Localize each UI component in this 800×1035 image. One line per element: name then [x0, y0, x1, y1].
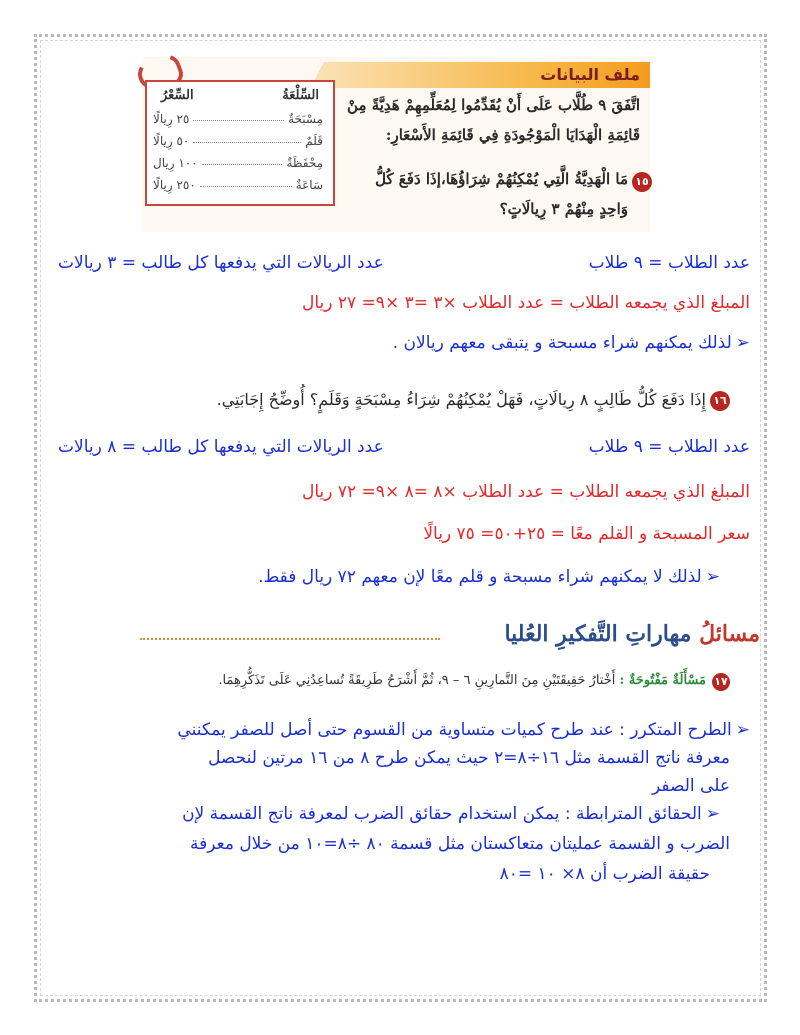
- answer17-p2-line3: حقيقة الضرب أن ٨× ١٠ =٨٠: [499, 864, 710, 884]
- answer16-students: عدد الطلاب = ٩ طلاب: [588, 437, 750, 457]
- question-17: [218, 673, 706, 688]
- answer16-riyals-each: عدد الريالات التي يدفعها كل طالب = ٨ ريالات: [58, 437, 384, 457]
- answer15-conclusion: ➢ لذلك يمكنهم شراء مسبحة و يتبقى معهم ريالان .: [393, 333, 750, 353]
- price-row: مِحْفَظَةٌ ١٠٠ رِيال: [153, 156, 323, 170]
- price-list: [145, 80, 335, 206]
- answer16-total: المبلغ الذي يجمعه الطلاب = عدد الطلاب ×٨ =٨ ×٩= ٧٢ ريال: [301, 482, 750, 502]
- data-file-title: ملف البيانات: [540, 65, 640, 84]
- answer15-total: المبلغ الذي يجمعه الطلاب = عدد الطلاب ×٣ =٣ ×٩= ٢٧ ريال: [301, 293, 750, 313]
- question-17-label: مَسْأَلَةٌ مَفْتُوحَةٌ :: [619, 673, 706, 688]
- data-file-tab: [310, 62, 650, 88]
- price-row: مِسْبَحَةٌ ٢٥ رِيالًا: [153, 112, 323, 126]
- question-17-badge: ١٧: [712, 673, 730, 691]
- question-15-line-1: مَا الْهَدِيَّةُ الَّتِي يُمْكِنُهُمْ شِرَاؤُهَا،إذَا دَفَعَ كُلُّ: [375, 170, 628, 188]
- answer15-riyals-each: عدد الريالات التي يدفعها كل طالب = ٣ ريالات: [58, 253, 384, 273]
- price-list-item-header: السِّلْعَةُ: [282, 88, 319, 103]
- heading-dotted-rule: [140, 638, 440, 640]
- hot-heading: [450, 617, 760, 657]
- answer17-p1-line3: على الصفر: [652, 776, 730, 796]
- price-row: سَاعَةٌ ٢٥٠ رِيالًا: [153, 178, 323, 192]
- answer17-p2-line2: الضرب و القسمة عمليتان متعاكستان مثل قسمة ٨٠ ÷٨=١٠ من خلال معرفة: [190, 834, 730, 854]
- question-15-line-2: وَاحِدٍ مِنْهُمْ ٣ رِيالَاتٍ؟: [499, 200, 628, 218]
- question-17-text: أَخْتارُ حَقِيقَتَيْنِ مِنَ التَّمارِينِ ٦ – ٩، ثُمَّ أَشْرَحُ طَرِيقَةً تُساعِدُنِي عَلَى تَذَكُّرِهِمَا.: [218, 673, 616, 688]
- answer17-p1-line1: ➢ الطرح المتكرر : عند طرح كميات متساوية من القسوم حتى أصل للصفر يمكنني: [177, 720, 750, 740]
- question-16-text: إِذَا دَفَعَ كُلُّ طَالِبٍ ٨ رِيالَاتٍ، فَهَلْ يُمْكِنُهُمْ شِرَاءُ مِسْبَحَةٍ وَقَلَمٍ؟ أُوضِّحُ إِجَابَتِي.: [216, 390, 706, 409]
- question-15-badge: ١٥: [632, 172, 652, 192]
- hot-heading-prefix: مسائلُ: [699, 621, 760, 647]
- answer17-p1-line2: معرفة ناتج القسمة مثل ١٦÷٨=٢ حيث يمكن طرح ٨ من ١٦ مرتين لنحصل: [208, 748, 730, 768]
- answer16-conclusion: ➢ لذلك لا يمكنهم شراء مسبحة و قلم معًا لإن معهم ٧٢ ريال فقط.: [258, 567, 720, 587]
- intro-line-2: قَائِمَةِ الْهَدَايَا الْمَوْجُودَةِ فِي قَائِمَةِ الأَسْعَارِ:: [385, 126, 640, 144]
- price-list-price-header: السِّعْرُ: [161, 88, 194, 103]
- intro-line-1: اتَّفَقَ ٩ طُلَّاب عَلَى أَنْ يُقَدِّمُوا لِمُعَلِّمِهِمْ هَدِيَّةً مِنْ: [347, 96, 640, 114]
- answer15-students: عدد الطلاب = ٩ طلاب: [588, 253, 750, 273]
- answer16-price-sum: سعر المسبحة و القلم معًا = ٢٥+٥٠= ٧٥ ريالًا: [423, 524, 750, 544]
- hot-heading-rest: مهاراتِ التَّفكيرِ العُليا: [504, 621, 700, 647]
- answer17-p2-line1: ➢ الحقائق المترابطة : يمكن استخدام حقائق الضرب لمعرفة ناتج القسمة لإن: [182, 804, 720, 824]
- price-row: قَلَمٌ ٥٠ رِيالًا: [153, 134, 323, 148]
- question-16-badge: ١٦: [710, 391, 730, 411]
